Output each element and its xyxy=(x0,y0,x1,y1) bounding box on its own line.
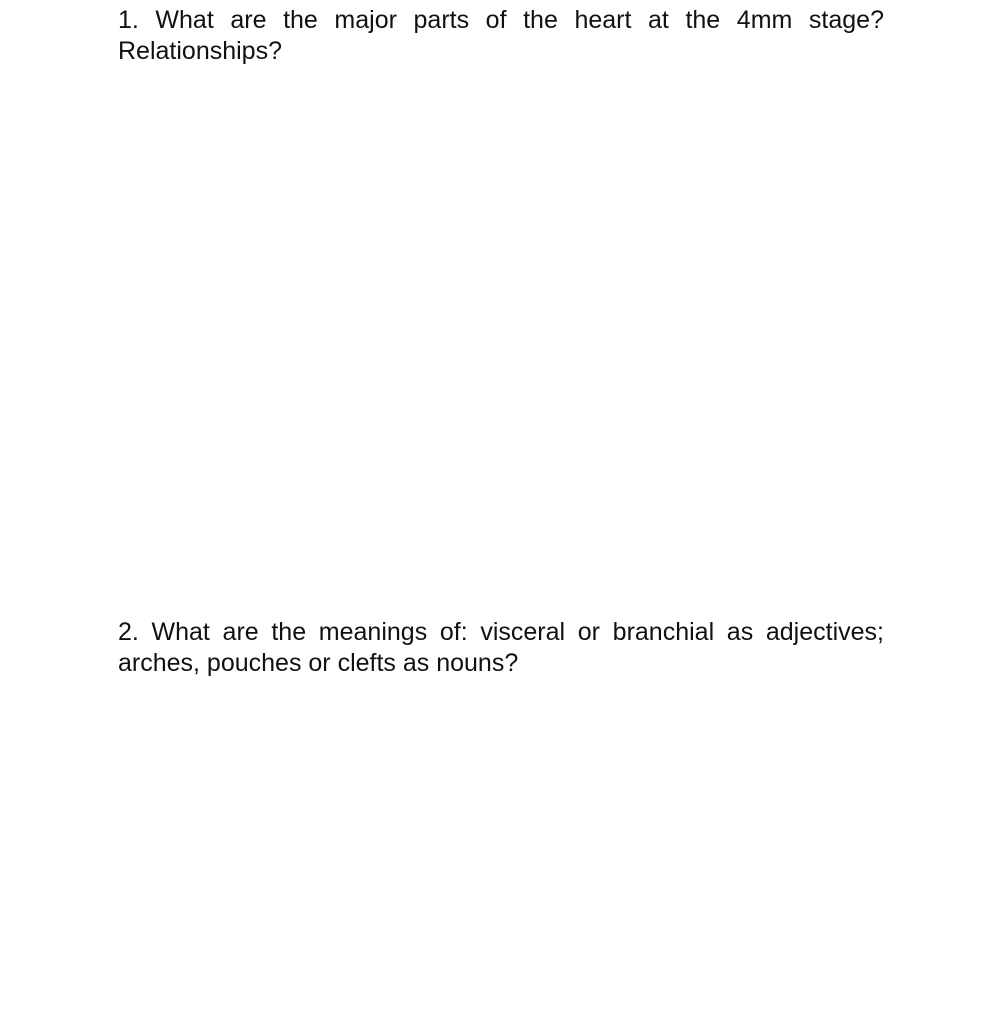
question-1: 1. What are the major parts of the heart at the 4mm stage? Relationships? xyxy=(118,6,884,65)
question-2: 2. What are the meanings of: visceral or branchial as adjectives; arches, pouches or clefts as nouns? xyxy=(118,618,884,677)
